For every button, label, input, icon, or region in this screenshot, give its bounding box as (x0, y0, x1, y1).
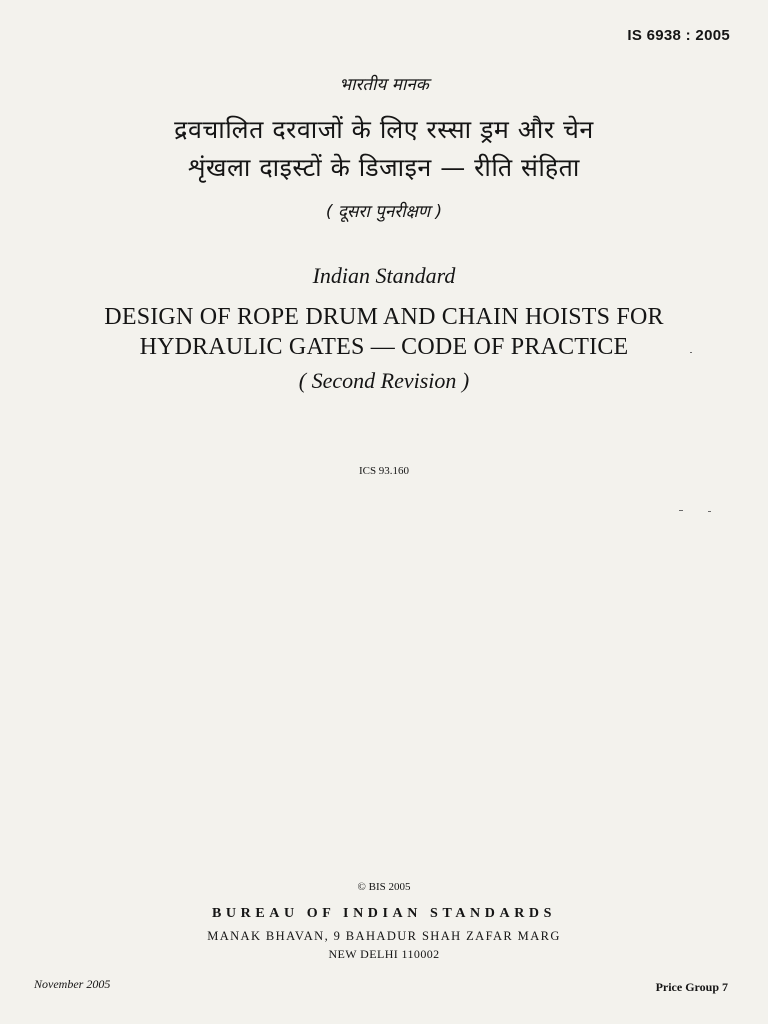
copyright-notice: © BIS 2005 (357, 881, 411, 893)
scan-speck (690, 352, 692, 353)
publication-date: November 2005 (34, 977, 111, 991)
price-group: Price Group 7 (655, 980, 728, 994)
publisher-name: BUREAU OF INDIAN STANDARDS (211, 906, 556, 921)
hindi-standard-label: भारतीय मानक (339, 75, 429, 95)
ics-code: ICS 93.160 (358, 465, 410, 477)
english-revision: ( Second Revision ) (298, 368, 470, 393)
publisher-address-line-2: NEW DELHI 110002 (328, 947, 440, 961)
standard-number: IS 6938 : 2005 (627, 27, 730, 44)
hindi-title-line-2: शृंखला दाइस्टों के डिजाइन — रीति संहिता (188, 153, 580, 182)
publisher-address-line-1: MANAK BHAVAN, 9 BAHADUR SHAH ZAFAR MARG (207, 929, 561, 943)
scan-speck (708, 511, 711, 512)
hindi-revision: ( दूसरा पुनरीक्षण ) (325, 202, 443, 222)
hindi-title-line-1: द्रवचालित दरवाजों के लिए रस्सा ड्रम और चेन (174, 115, 594, 144)
english-title-line-1: DESIGN OF ROPE DRUM AND CHAIN HOISTS FOR (104, 304, 664, 330)
scan-speck (679, 510, 683, 511)
english-standard-label: Indian Standard (312, 263, 456, 288)
english-title-line-2: HYDRAULIC GATES — CODE OF PRACTICE (139, 334, 629, 360)
